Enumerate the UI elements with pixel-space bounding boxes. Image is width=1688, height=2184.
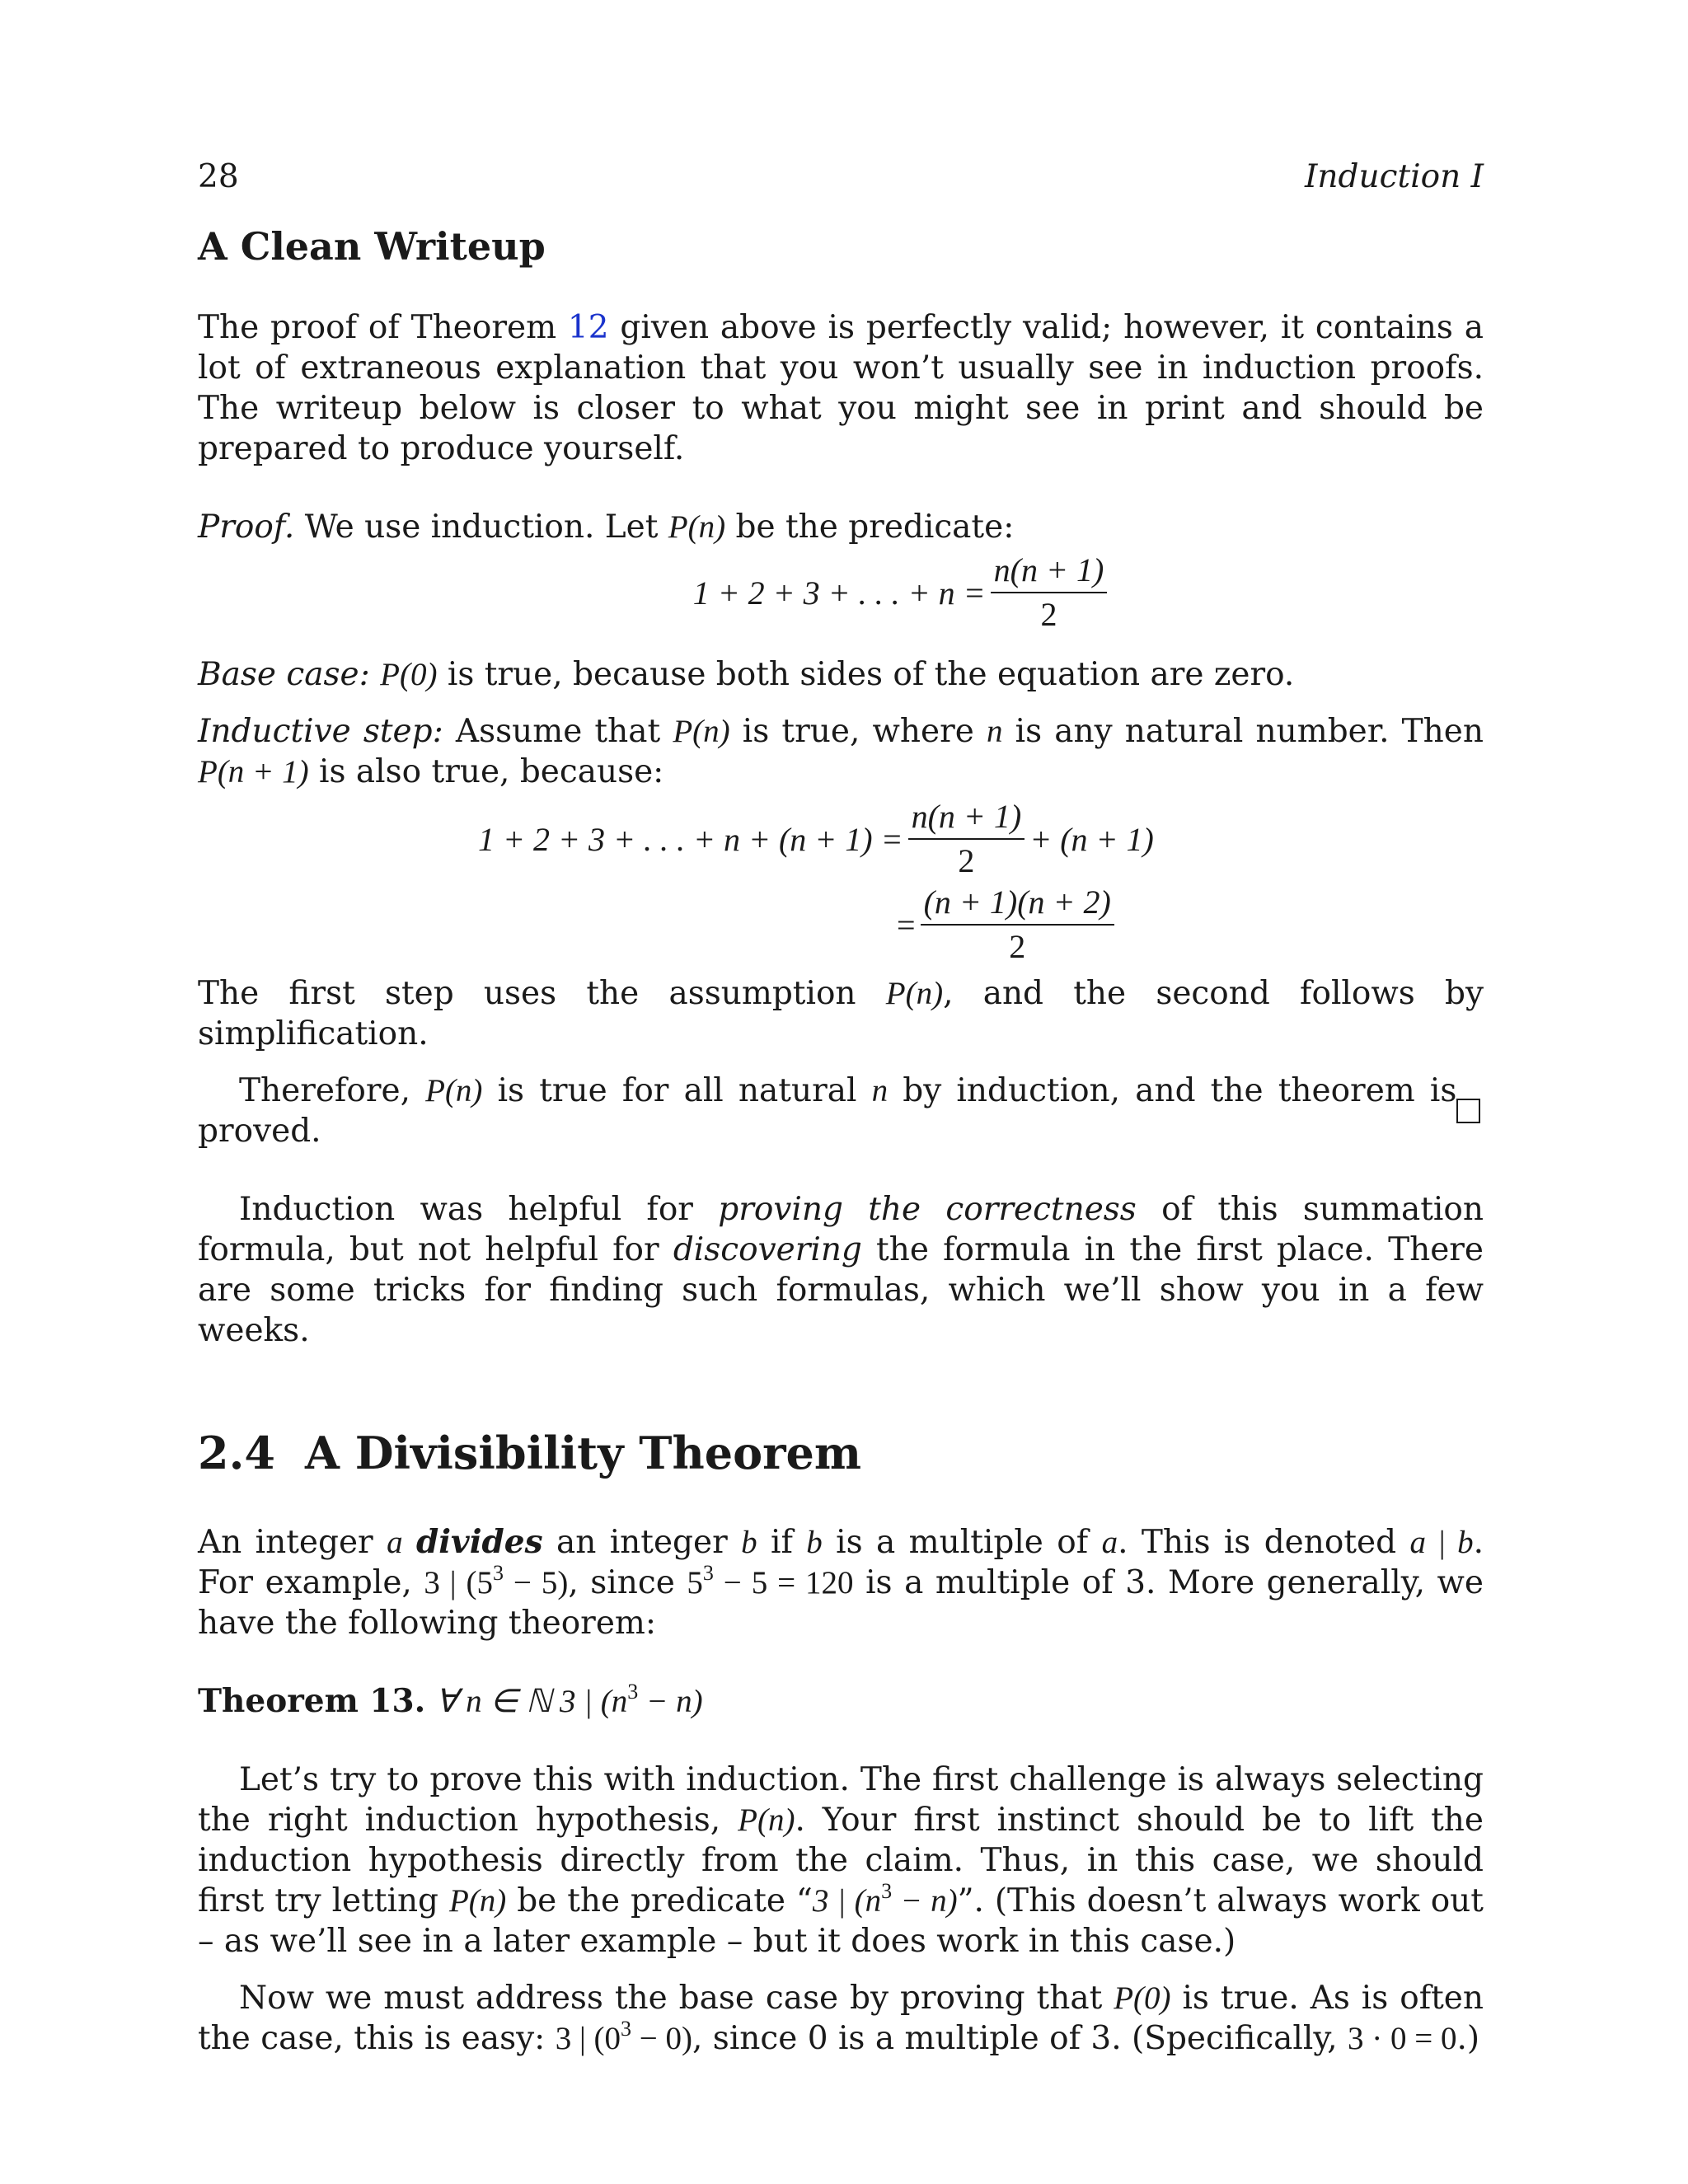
- hypothesis-paragraph: Let’s try to prove this with induction. The first challenge is always selecting the right induction hypothesis, P(n). Your first instinct should be to lift the induction hypothesis directly from the claim. Thus, in this case, we should first try letting P(n) be the predicate “3 | $(n^3 - n)$”. (This doesn’t always work out – as we’ll see in a later example – but it does work in this case.): [198, 1761, 1484, 1960]
- theorem-12-link[interactable]: 12: [567, 309, 609, 346]
- theorem-13-label: Theorem 13.: [198, 1682, 426, 1720]
- inductive-step: Inductive step: Assume that P(n) is true, where n is any natural number. Then P(n + 1) is also true, because:: [198, 713, 1484, 790]
- remark-paragraph: Induction was helpful for proving the correctness of this summation formula, but not helpful for discovering the formula in the first place. There are some tricks for finding such formulas, which we’ll show you in a few weeks.: [198, 1191, 1484, 1349]
- inductive-equation: 1 + 2 + 3 + . . . + n + (n + 1) = $\frac{n(n + 1)}{2}$ + (n + 1) = $\frac{(n + 1)(n + 2)}{2}$: [478, 798, 1154, 965]
- divides-term: divides: [415, 1523, 543, 1561]
- page-number: 28: [198, 158, 239, 195]
- section-title: A Divisibility Theorem: [305, 1427, 862, 1479]
- intro-paragraph: The proof of Theorem 12 given above is perfectly valid; however, it contains a lot of extraneous explanation that you won’t usually see in induction proofs. The writeup below is closer to what you might see in print and should be prepared to produce yourself.: [198, 309, 1484, 467]
- proof-label: Proof.: [198, 509, 295, 546]
- sum-fraction: $\frac{n(n + 1)}{2}$: [991, 552, 1108, 633]
- proof-opening: Proof. We use induction. Let P(n) be the predicate:: [198, 509, 1015, 546]
- page: [198, 157, 1484, 2059]
- after-equation: The first step uses the assumption P(n), and the second follows by simplification.: [198, 975, 1484, 1052]
- base-case-paragraph: Now we must address the base case by proving that P(0) is true. As is often the case, this is easy: 3 | $(0^3 - 0)$, since 0 is a multiple of 3. (Specifically, 3 · 0 = 0.): [198, 1980, 1484, 2057]
- eq2-lhs: 1 + 2 + 3 + . . . + n + (n + 1) =: [478, 820, 903, 858]
- theorem-13: Theorem 13. ∀ n ∈ ℕ 3 | $(n^3 - n)$: [198, 1680, 703, 1720]
- running-head: [198, 157, 1484, 197]
- qed-box-icon: [1456, 1099, 1480, 1123]
- chapter-title: Induction I: [1305, 158, 1484, 195]
- clean-writeup-heading: A Clean Writeup: [198, 224, 546, 269]
- base-case: Base case: P(0) is true, because both sides of the equation are zero.: [198, 656, 1295, 693]
- section-number: 2.4: [198, 1427, 275, 1479]
- sum-equation: 1 + 2 + 3 + . . . + n = $\frac{n(n + 1)}{2}$: [198, 547, 1484, 638]
- divides-definition: An integer a divides an integer b if b is a multiple of a. This is denoted a | b. For example, 3 | $(5^3 - 5)$, since $5^3 - 5 = 120$ is a multiple of 3. More generally, we have the following theorem:: [198, 1523, 1484, 1642]
- section-heading: [198, 1427, 1484, 1479]
- proof-conclusion: Therefore, P(n) is true for all natural n by induction, and the theorem is proved.: [198, 1071, 1484, 1151]
